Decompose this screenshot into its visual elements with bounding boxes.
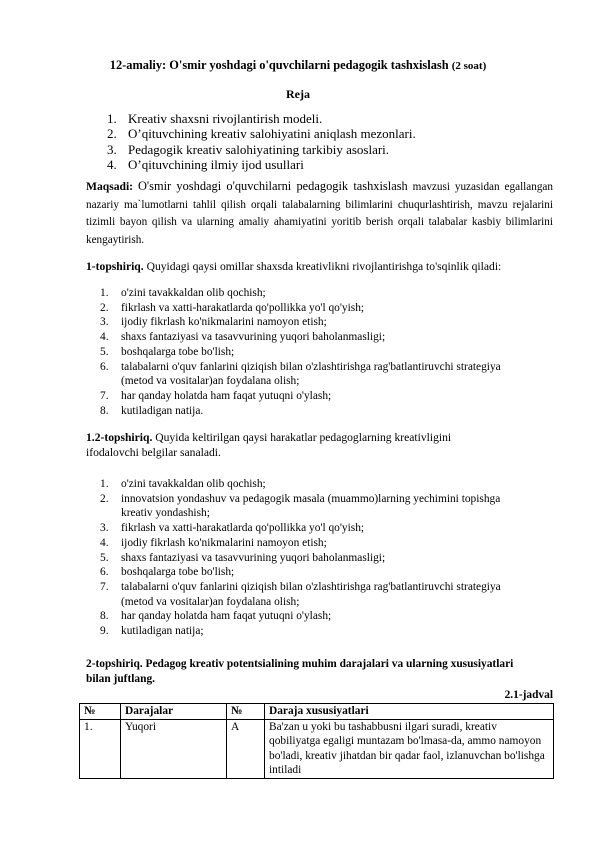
table-header-row xyxy=(80,704,554,720)
table-header: № xyxy=(80,704,121,720)
title-main: 12-amaliy: O'smir yoshdagi o'quvchilarni pedagogik tashxislash xyxy=(109,58,449,72)
table-row xyxy=(80,719,554,778)
plan-item: 1. Kreativ shaxsni rivojlantirish modeli. xyxy=(107,111,323,126)
plan-list xyxy=(107,111,416,173)
task1-label: 1-topshiriq. xyxy=(86,260,144,273)
task2-heading: 2-topshiriq. Pedagog kreativ potentsialining muhim darajalari va ularning xususiyatlari bilan juftlang. xyxy=(86,658,514,685)
task12-text: Quyida keltirilgan qaysi harakatlar pedagoglarning kreativligini ifodalovchi belgilar sanaladi. xyxy=(86,431,452,459)
levels-table xyxy=(79,703,554,779)
list-item: 6. boshqalarga tobe bo'lish; xyxy=(100,566,235,579)
task12-list xyxy=(100,477,520,639)
list-item: 8. kutiladigan natija. xyxy=(100,404,204,417)
goal-topic: O'smir yoshdagi o'quvchilarni pedagogik tashxislash xyxy=(137,179,408,193)
list-item: 1. o'zini tavakkaldan olib qochish; xyxy=(100,287,266,299)
list-item: 9. kutiladigan natija; xyxy=(100,625,204,638)
table-cell: Yuqori xyxy=(121,719,227,778)
table-caption: 2.1-jadval xyxy=(504,689,553,701)
table-cell: A xyxy=(227,719,265,778)
table-header: Daraja xususiyatlari xyxy=(265,704,554,720)
list-item: 6. talabalarni o'quv fanlarini qiziqish bilan o'zlashtirishga rag'batlantiruvchi strategiya (metod va vositalar)an foydalana olish; xyxy=(100,360,501,388)
list-item: 7. har qanday holatda ham faqat yutuqni o'ylash; xyxy=(100,389,332,402)
plan-item: 2. O’qituvchining kreativ salohiyatini aniqlash mezonlari. xyxy=(107,126,416,142)
goal-text: mavzusi yuzasidan egallangan nazariy ma`lumotlarni tahlil qilish orqali talabalarning bilimlarini chuqurlashtirish, mavzu rejalarini tizimli bayon qilish va ularning amaliy ahamiyatini yoritib berish orqali talabalar kasbiy bilimlarini kengaytirish. xyxy=(86,181,553,246)
table-cell: Ba'zan u yoki bu tashabbusni ilgari suradi, kreativ qobiliyatga egaligi muntazam bo'lmasa-da, ammo namoyon bo'ladi, kreativ jihatdan bir qadar faol, izlanuvchan bo'lishga intiladi xyxy=(265,719,554,778)
table-cell: 1. xyxy=(80,719,121,778)
page-title xyxy=(0,58,596,73)
list-item: 1. o'zini tavakkaldan olib qochish; xyxy=(100,478,266,490)
table-header: Darajalar xyxy=(121,704,227,720)
goal-paragraph xyxy=(86,178,553,249)
task12-label: 1.2-topshiriq. xyxy=(86,431,153,444)
task1-list xyxy=(100,286,520,418)
list-item: 4. shaxs fantaziyasi va tasavvurining yuqori baholanmasligi; xyxy=(100,331,386,344)
goal-label: Maqsadi: xyxy=(86,180,134,193)
list-item: 7. talabalarni o'quv fanlarini qiziqish bilan o'zlashtirishga rag'batlantiruvchi strategiya (metod va vositalar)an foydalana olish; xyxy=(100,580,501,608)
list-item: 4. ijodiy fikrlash ko'nikmalarini namoyon etish; xyxy=(100,536,327,549)
list-item: 3. fikrlash va xatti-harakatlarda qo'pollikka yo'l qo'yish; xyxy=(100,522,365,535)
list-item: 2. innovatsion yondashuv va pedagogik masala (muammo)larning yechimini topishga kreativ yondashish; xyxy=(100,492,501,520)
task1-text: Quyidagi qaysi omillar shaxsda kreativlikni rivojlantirishga to'sqinlik qiladi: xyxy=(146,260,502,273)
list-item: 8. har qanday holatda ham faqat yutuqni o'ylash; xyxy=(100,610,332,623)
list-item: 2. fikrlash va xatti-harakatlarda qo'pollikka yo'l qo'yish; xyxy=(100,301,365,314)
list-item: 5. shaxs fantaziyasi va tasavvurining yuqori baholanmasligi; xyxy=(100,551,386,564)
task1-prompt xyxy=(86,258,553,276)
plan-item: 4. O’qituvchining ilmiy ijod usullari xyxy=(107,157,304,173)
plan-heading: Reja xyxy=(286,87,310,101)
task12-prompt xyxy=(86,431,506,461)
list-item: 3. ijodiy fikrlash ko'nikmalarini namoyon etish; xyxy=(100,316,327,329)
list-item: 5. boshqalarga tobe bo'lish; xyxy=(100,345,235,358)
table-header: № xyxy=(227,704,265,720)
title-hours: (2 soat) xyxy=(451,60,487,72)
plan-item: 3. Pedagogik kreativ salohiyatining tarkibiy asoslari. xyxy=(107,141,390,157)
